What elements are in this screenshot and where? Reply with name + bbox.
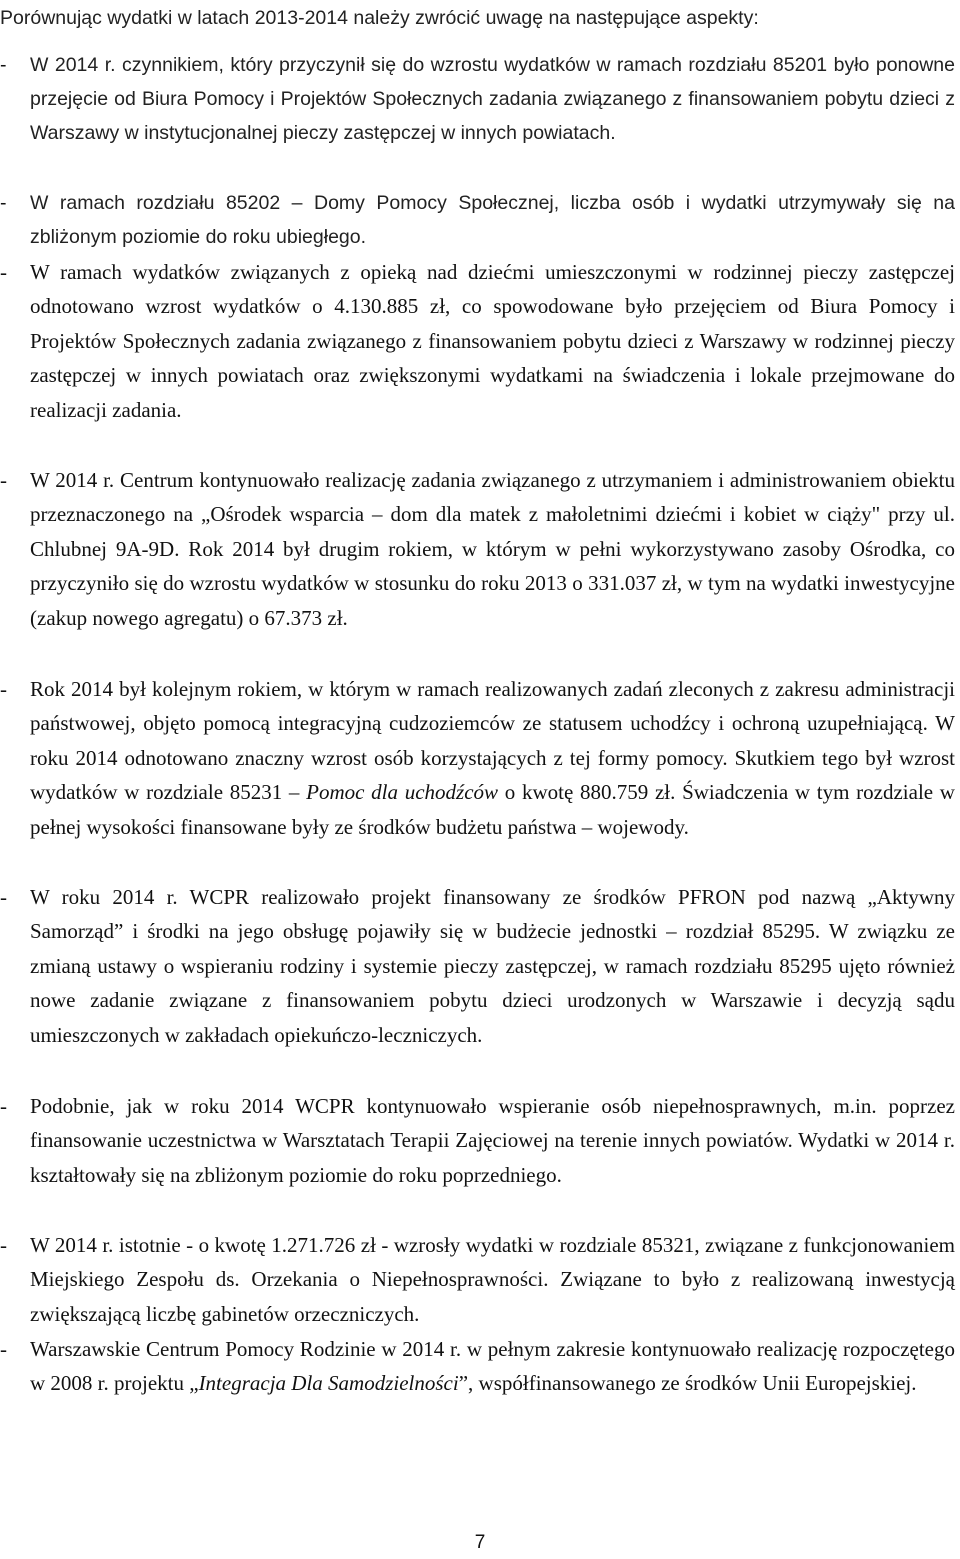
list-item — [0, 1228, 955, 1331]
italic-project-name: Integracja Dla Samodzielności — [198, 1371, 459, 1396]
list-dash: - — [0, 1094, 7, 1118]
list-dash: - — [0, 885, 7, 909]
list-item-text: Rok 2014 był kolejnym rokiem, w którym w ramach realizowanych zadań zleconych z zakresu administracji państwowej, objęto pomocą integracyjną cudzoziemców ze statusem uchodźcy i ochroną uzupełniającą. W roku 2014 odnotowano znaczny wzrost osób korzystających z tej formy pomocy. Skutkiem tego był wzrost wydatków w rozdziale 85231 – Pomoc dla uchodźców o kwotę 880.759 zł. Świadczenia w tym rozdziale w pełnej wysokości finansowane były ze środków budżetu państwa – wojewody. — [30, 677, 955, 839]
list-dash: - — [0, 192, 7, 214]
list-item-text: Podobnie, jak w roku 2014 WCPR kontynuowało wspieranie osób niepełnosprawnych, m.in. poprzez finansowanie uczestnictwa w Warsztatach Terapii Zajęciowej na terenie innych powiatów. Wydatki w 2014 r. kształtowały się na zbliżonym poziomie do roku poprzedniego. — [30, 1094, 955, 1187]
list-dash: - — [0, 677, 7, 701]
list-item — [0, 463, 955, 635]
list-dash: - — [0, 468, 7, 492]
list-item-text: W 2014 r. Centrum kontynuowało realizację zadania związanego z utrzymaniem i administrowaniem obiektu przeznaczonego na „Ośrodek wsparcia – dom dla matek z małoletnimi dziećmi i kobiet w ciąży" przy ul. Chlubnej 9A-9D. Rok 2014 był drugim rokiem, w którym w pełni wykorzystywano zasoby Ośrodka, co przyczyniło się do wzrostu wydatków w stosunku do roku 2013 o 331.037 zł, w tym na wydatki inwestycyjne (zakup nowego agregatu) o 67.373 zł. — [30, 468, 955, 630]
list-item — [0, 1089, 955, 1192]
list-item-text: W ramach rozdziału 85202 – Domy Pomocy Społecznej, liczba osób i wydatki utrzymywały się na zbliżonym poziomie do roku ubiegłego. — [30, 192, 955, 249]
list-dash: - — [0, 1337, 7, 1361]
intro-line: Porównując wydatki w latach 2013-2014 należy zwrócić uwagę na następujące aspekty: — [0, 7, 759, 29]
list-item — [0, 880, 955, 1052]
list-dash: - — [0, 54, 7, 76]
list-item — [0, 255, 955, 427]
list-item-text: W roku 2014 r. WCPR realizowało projekt finansowany ze środków PFRON pod nazwą „Aktywny Samorząd” i środki na jego obsługę pojawiły się w budżecie jednostki – rozdział 85295. W związku ze zmianą ustawy o wspieraniu rodziny i systemie pieczy zastępczej, w ramach rozdziału 85295 ujęto również nowe zadanie związane z finansowaniem pobytu dzieci urodzonych w Warszawie i decyzją sądu umieszczonych w zakładach opiekuńczo-leczniczych. — [30, 885, 955, 1047]
list-dash: - — [0, 1233, 7, 1257]
list-item — [0, 672, 955, 844]
list-item — [0, 186, 955, 254]
list-item-text: W 2014 r. istotnie - o kwotę 1.271.726 zł - wzrosły wydatki w rozdziale 85321, związane z funkcjonowaniem Miejskiego Zespołu ds. Orzekania o Niepełnosprawności. Związane to było z realizowaną inwestycją zwiększającą liczbę gabinetów orzeczniczych. — [30, 1233, 955, 1326]
page-number: 7 — [474, 1532, 486, 1553]
list-item — [0, 1332, 955, 1401]
list-dash: - — [0, 260, 7, 284]
list-item-text: W 2014 r. czynnikiem, który przyczynił się do wzrostu wydatków w ramach rozdziału 85201 było ponowne przejęcie od Biura Pomocy i Projektów Społecznych zadania związanego z finansowaniem pobytu dzieci z Warszawy w instytucjonalnej pieczy zastępczej w innych powiatach. — [30, 54, 955, 145]
italic-chapter-name: Pomoc dla uchodźców — [306, 780, 499, 805]
list-item-text: W ramach wydatków związanych z opieką nad dziećmi umieszczonymi w rodzinnej pieczy zastępczej odnotowano wzrost wydatków o 4.130.885 zł, co spowodowane było przejęciem od Biura Pomocy i Projektów Społecznych zadania związanego z finansowaniem pobytu dzieci z Warszawy w rodzinnej pieczy zastępczej w innych powiatach oraz zwiększonymi wydatkami na świadczenia i lokale przejmowane do realizacji zadania. — [30, 260, 955, 422]
list-item — [0, 48, 955, 151]
list-item-text: Warszawskie Centrum Pomocy Rodzinie w 2014 r. w pełnym zakresie kontynuowało realizację rozpoczętego w 2008 r. projektu „Integracja Dla Samodzielności”, współfinansowanego ze środków Unii Europejskiej. — [30, 1337, 955, 1396]
